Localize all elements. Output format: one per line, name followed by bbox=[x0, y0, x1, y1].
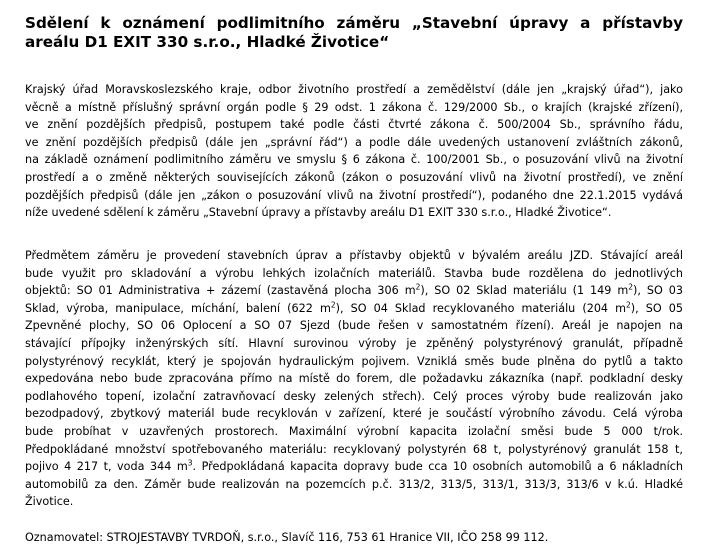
text-run: ), SO 05 bbox=[630, 301, 683, 315]
paragraph-line bbox=[25, 282, 683, 300]
superscript: 2 bbox=[330, 300, 336, 310]
notifier-text: Oznamovatel: STROJESTAVBY TVRDOŇ, s.r.o., Slavíč 116, 753 61 Hranice VII, IČO 258 99 112. bbox=[25, 531, 549, 544]
paragraph-line: Předmětem záměru je provedení stavebních úprav a přístavby objektů v bývalém areálu JZD. Stávající areál bbox=[25, 249, 683, 262]
superscript: 2 bbox=[626, 300, 631, 310]
paragraph-line: níže uvedené sdělení k záměru „Stavební úpravy a přístavby areálu D1 EXIT 330 s.r.o., Hladké Životice“. bbox=[25, 206, 612, 220]
title-line: areálu D1 EXIT 330 s.r.o., Hladké Životice“ bbox=[25, 33, 390, 51]
text-run: . Předpokládaná kapacita dopravy bude cca 10 osobních automobilů a 6 nákladních bbox=[192, 460, 683, 474]
notifier-line bbox=[25, 529, 683, 547]
text-run: Sklad, výroba, manipulace, míchání, balení (622 m bbox=[25, 301, 331, 315]
paragraph-line: polystyrénový recyklát, který je spojován hydraulickým pojivem. Vzniklá směs bude plněna do pytlů a takto bbox=[25, 354, 683, 368]
paragraph-line bbox=[25, 300, 683, 318]
paragraph-line: bezodpadový, zbytkový materiál bude recyklován v zařízení, které je součástí výrobního závodu. Celá výroba bbox=[25, 407, 683, 421]
superscript: 3 bbox=[187, 458, 193, 468]
text-run: pojivo 4 217 t, voda 344 m bbox=[25, 460, 188, 474]
paragraph-line: Zpevněné plochy, SO 06 Oplocení a SO 07 Sjezd (bude řešen v samostatném řízení). Areál je napojen na bbox=[25, 319, 683, 333]
paragraph-line: ve znění pozdějších předpisů, postupem také podle části čtvrté zákona č. 500/2004 Sb., správního řádu, bbox=[25, 118, 683, 132]
text-run: ), SO 02 Sklad materiálu (1 149 m bbox=[420, 284, 629, 298]
paragraph-line: prostředí a o změně některých souvisejících zákonů (zákon o posuzování vlivů na životní prostředí), ve znění bbox=[25, 170, 683, 184]
superscript: 2 bbox=[415, 282, 421, 292]
paragraph-line: ve znění pozdějších předpisů (dále jen „správní řád“) a podle dále uvedených ustanovení zvláštních zákonů, bbox=[25, 135, 683, 149]
paragraph-line: věcně a místně příslušný správní orgán podle § 29 odst. 1 zákona č. 129/2000 Sb., o krajích (krajské zřízení), bbox=[25, 100, 683, 114]
intro-paragraph bbox=[25, 81, 683, 222]
superscript: 2 bbox=[628, 282, 634, 292]
text-run: objektů: SO 01 Administrativa + zázemí (zastavěná plocha 306 m bbox=[25, 284, 416, 298]
title-line: Sdělení k oznámení podlimitního záměru „Stavební úpravy a přístavby bbox=[25, 14, 683, 32]
paragraph-line: bude využit pro skladování a výrobu lehkých izolačních materiálů. Stavba bude rozdělena do jednotlivých bbox=[25, 266, 683, 280]
paragraph-line: automobilů za den. Záměr bude realizován na pozemcích p.č. 313/2, 313/5, 313/1, 313/3, 313/6 v k.ú. Hladké bbox=[25, 477, 683, 491]
document-title bbox=[25, 14, 683, 52]
text-run: ), SO 03 bbox=[633, 284, 683, 298]
paragraph-line: podlahového topení, izolační zatravňovací desky zelených střech). Celý proces výroby bude realizován jako bbox=[25, 389, 683, 403]
paragraph-line: bude probíhat v uzavřených prostorech. Maximální výrobní kapacita izolační směsi bude 5 000 t/rok. bbox=[25, 424, 683, 438]
paragraph-line: na základě oznámení podlimitního záměru ve smyslu § 6 zákona č. 100/2001 Sb., o posuzování vlivů na životní bbox=[25, 153, 683, 167]
paragraph-line: Předpokládané množství spotřebovaného materiálu: recyklovaný polystyrén 68 t, polystyrénový granulát 158 t, bbox=[25, 442, 683, 456]
project-description-paragraph bbox=[25, 247, 683, 511]
paragraph-line bbox=[25, 458, 683, 476]
paragraph-line: Krajský úřad Moravskoslezského kraje, odbor životního prostředí a zemědělství (dále jen „krajský úřad“), jako bbox=[25, 83, 683, 96]
paragraph-line: pozdějších předpisů (dále jen „zákon o posuzování vlivů na životní prostředí“), podaného dne 22.1.2015 vydává bbox=[25, 188, 683, 202]
paragraph-line: Životice. bbox=[25, 495, 74, 509]
text-run: ), SO 04 Sklad recyklovaného materiálu (204 m bbox=[335, 301, 627, 315]
paragraph-line: stávající přípojky inženýrských sítí. Hlavní surovinou výroby je zpěněný polystyrénový granulát, případně bbox=[25, 336, 683, 350]
paragraph-line: expedována nebo bude zpracována přímo na místě do forem, dle požadavku zákazníka (např. podkladní desky bbox=[25, 372, 683, 386]
